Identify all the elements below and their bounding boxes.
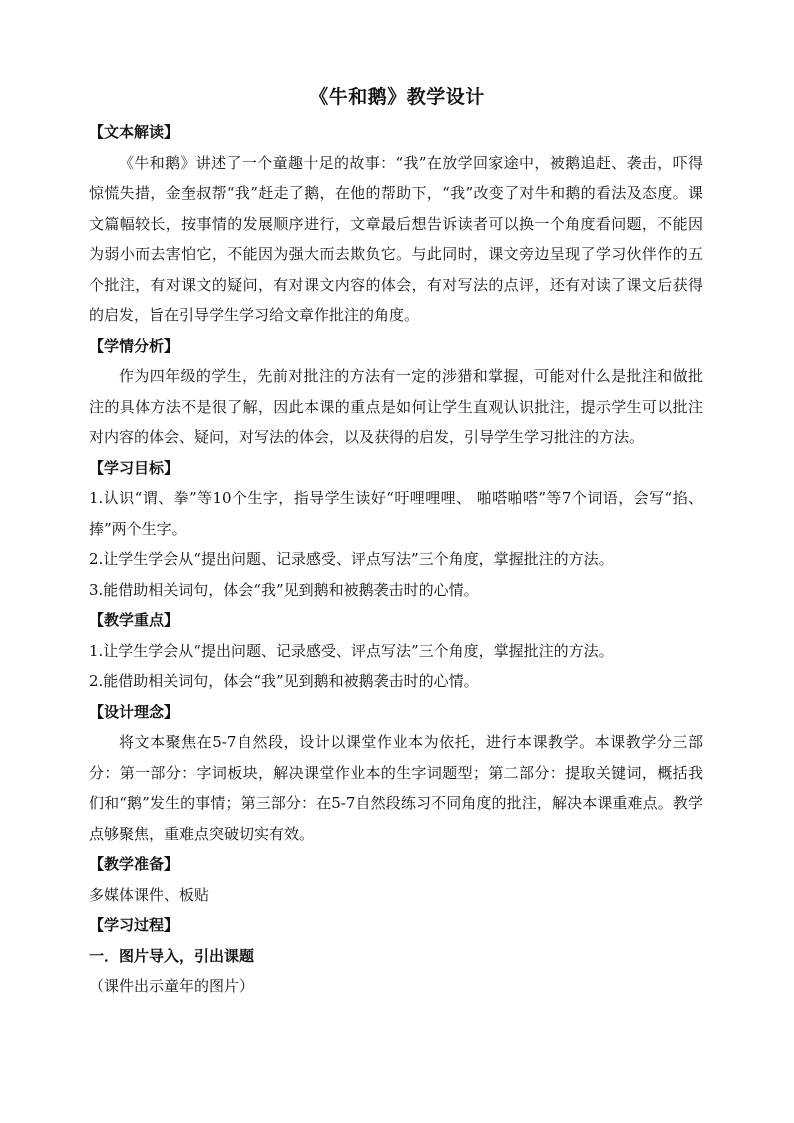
heading-text-reading: 【文本解读】 xyxy=(89,123,180,141)
heading-objectives: 【学习目标】 xyxy=(89,458,180,477)
paragraph-text-reading: 《牛和鹅》讲述了一个童趣十足的故事：“我”在放学回家途中，被鹅追赶、袭击，吓得惊慌失措，金奎叔帮“我”赶走了鹅，在他的帮助下，“我”改变了对牛和鹅的看法及态度。课文篇幅较长，按事情的发展顺序进行，文章最后想告诉读者可以换一个角度看问题，不能因为弱小而去害怕它，不能因为强大而去欺负它。与此同时，课文旁边呈现了学习伙伴作的五个批注，有对课文的疑问，有对课文内容的体会，有对写法的点评，还有对读了课文后获得的启发，旨在引导学生学习给文章作批注的角度。 xyxy=(89,153,703,324)
key-point-item-1: 1.让学生学会从“提出问题、记录感受、评点写法”三个角度，掌握批注的方法。 xyxy=(89,641,614,660)
document-body xyxy=(89,117,703,1002)
preparation-text: 多媒体课件、板贴 xyxy=(89,885,210,904)
heading-student-analysis: 【学情分析】 xyxy=(89,336,180,355)
objective-item-2: 2.让学生学会从“提出问题、记录感受、评点写法”三个角度，掌握批注的方法。 xyxy=(89,550,614,568)
key-point-item-2: 2.能借助相关词句，体会“我”见到鹅和被鹅袭击时的心情。 xyxy=(89,672,479,690)
paragraph-student-analysis: 作为四年级的学生，先前对批注的方法有一定的涉猎和掌握，可能对什么是批注和做批注的具体方法不是很了解，因此本课的重点是如何让学生直观认识批注，提示学生可以批注对内容的体会、疑问，对写法的体会，以及获得的启发，引导学生学习批注的方法。 xyxy=(89,367,703,446)
paragraph-design-concept: 将文本聚焦在5-7自然段，设计以课堂作业本为依托，进行本课教学。本课教学分三部分：第一部分：字词板块，解决课堂作业本的生字词题型；第二部分：提取关键词，概括我们和“鹅”发生的事情；第三部分：在5-7自然段练习不同角度的批注，解决本课重难点。教学点够聚焦，重难点突破切实有效。 xyxy=(89,733,703,843)
process-step-1-heading: 一．图片导入，引出课题 xyxy=(89,946,255,965)
document-title: 《牛和鹅》教学设计 xyxy=(309,86,485,108)
heading-design-concept: 【设计理念】 xyxy=(89,702,180,721)
heading-key-points: 【教学重点】 xyxy=(89,611,180,629)
process-step-1-note: （课件出示童年的图片） xyxy=(89,977,255,995)
heading-preparation: 【教学准备】 xyxy=(89,855,180,873)
heading-process: 【学习过程】 xyxy=(89,916,180,934)
objective-item-3: 3.能借助相关词句，体会“我”见到鹅和被鹅袭击时的心情。 xyxy=(89,580,479,599)
objective-item-1: 1.认识“谓、拳”等10个生字，指导学生读好“吁哩哩哩、 啪嗒啪嗒”等7个词语，会写“掐、捧”两个生字。 xyxy=(89,489,703,538)
